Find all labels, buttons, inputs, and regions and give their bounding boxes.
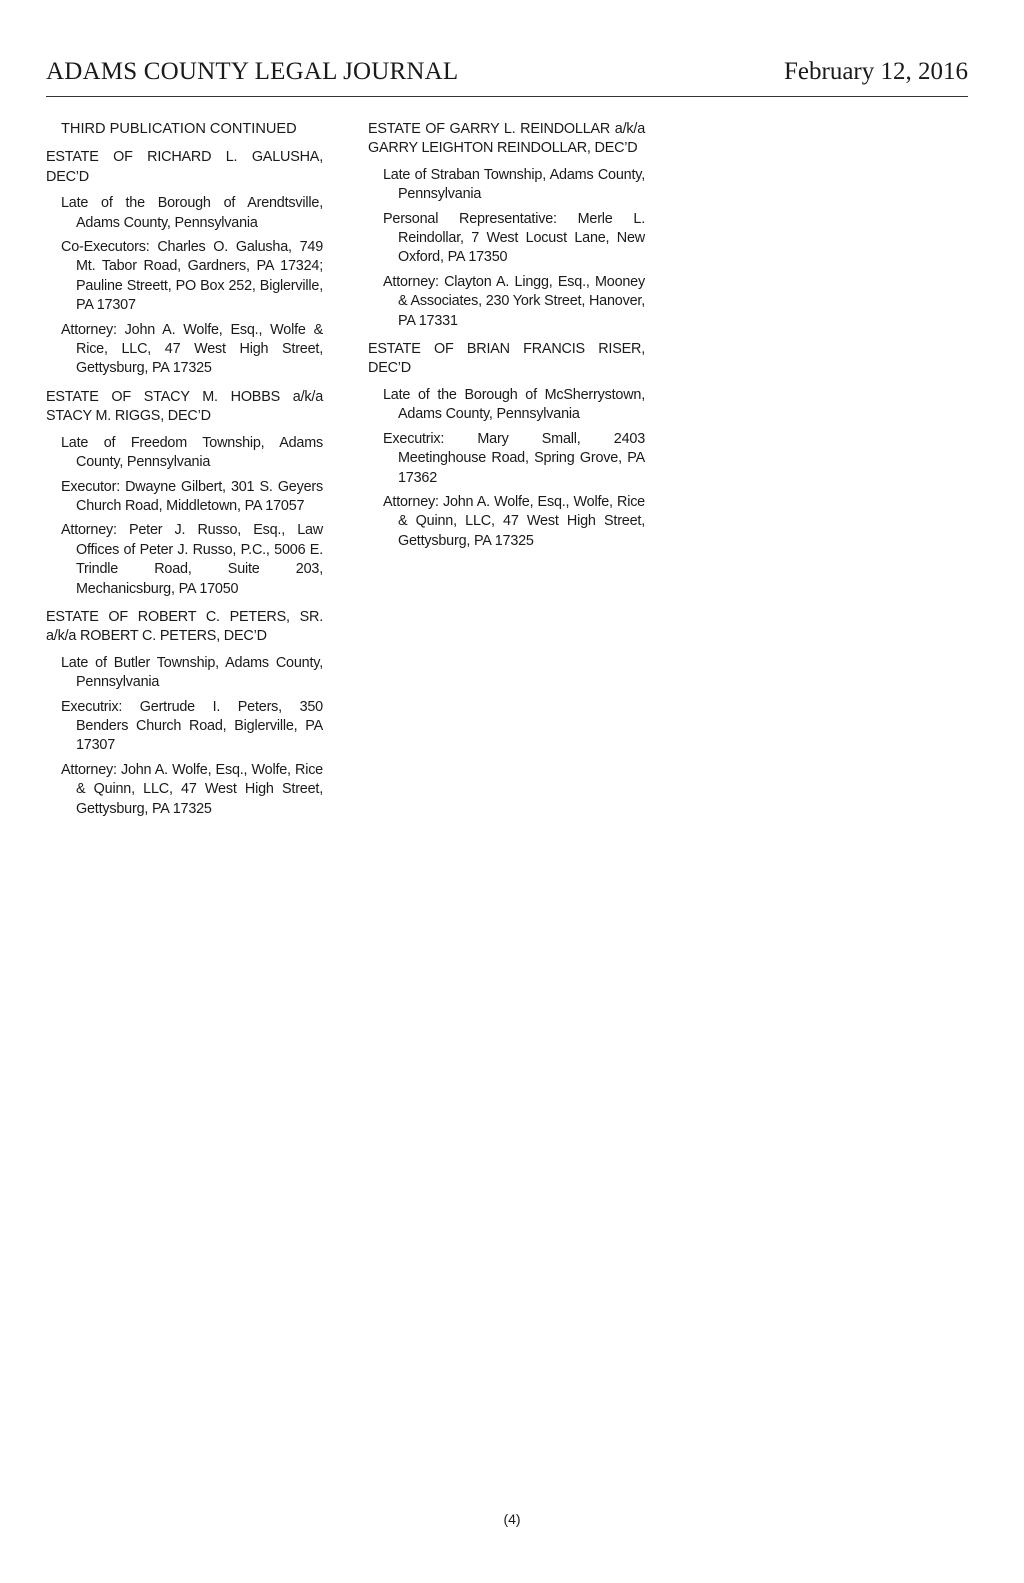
decedent-residence: Late of Straban Township, Adams County, Pennsylvania bbox=[383, 166, 645, 203]
executors-info: Co-Executors: Charles O. Galusha, 749 Mt. Tabor Road, Gardners, PA 17324; Pauline Streett, PO Box 252, Biglerville, PA 17307 bbox=[61, 239, 323, 314]
executors-info: Executrix: Mary Small, 2403 Meetinghouse Road, Spring Grove, PA 17362 bbox=[383, 430, 645, 486]
estate-notice bbox=[46, 608, 323, 819]
decedent-residence: Late of Butler Township, Adams County, Pennsylvania bbox=[61, 654, 323, 691]
attorney-info: Attorney: John A. Wolfe, Esq., Wolfe, Rice & Quinn, LLC, 47 West High Street, Gettysburg, PA 17325 bbox=[383, 493, 645, 549]
executors-info: Executrix: Gertrude I. Peters, 350 Benders Church Road, Biglerville, PA 17307 bbox=[61, 698, 323, 754]
section-heading: THIRD PUBLICATION CONTINUED bbox=[61, 121, 297, 137]
page-header bbox=[46, 58, 968, 97]
attorney-info: Attorney: Peter J. Russo, Esq., Law Offices of Peter J. Russo, P.C., 5006 E. Trindle Road, Suite 203, Mechanicsburg, PA 17050 bbox=[61, 522, 323, 597]
decedent-residence: Late of the Borough of Arendtsville, Adams County, Pennsylvania bbox=[61, 195, 323, 231]
estate-title: ESTATE OF GARRY L. REINDOLLAR a/k/a GARRY LEIGHTON REINDOLLAR, DEC’D bbox=[368, 121, 645, 157]
attorney-info: Attorney: John A. Wolfe, Esq., Wolfe, Rice & Quinn, LLC, 47 West High Street, Gettysburg, PA 17325 bbox=[61, 761, 323, 817]
decedent-residence: Late of the Borough of McSherrystown, Adams County, Pennsylvania bbox=[383, 386, 645, 423]
estate-notice bbox=[46, 148, 323, 378]
representative-info: Personal Representative: Merle L. Reindollar, 7 West Locust Lane, New Oxford, PA 17350 bbox=[383, 210, 645, 266]
page-number: (4) bbox=[503, 1511, 521, 1527]
journal-title: ADAMS COUNTY LEGAL JOURNAL bbox=[46, 58, 459, 85]
left-column bbox=[46, 120, 323, 828]
decedent-residence: Late of Freedom Township, Adams County, Pennsylvania bbox=[61, 434, 323, 471]
attorney-info: Attorney: John A. Wolfe, Esq., Wolfe & Rice, LLC, 47 West High Street, Gettysburg, PA 17325 bbox=[61, 321, 323, 377]
attorney-info: Attorney: Clayton A. Lingg, Esq., Mooney & Associates, 230 York Street, Hanover, PA 17331 bbox=[383, 273, 645, 329]
estate-notice bbox=[46, 388, 323, 599]
estate-title: ESTATE OF BRIAN FRANCIS RISER, DEC’D bbox=[368, 341, 645, 377]
estate-notice bbox=[368, 340, 645, 551]
estate-title: ESTATE OF STACY M. HOBBS a/k/a STACY M. RIGGS, DEC’D bbox=[46, 388, 323, 425]
right-column bbox=[368, 120, 645, 560]
estate-title: ESTATE OF ROBERT C. PETERS, SR. a/k/a ROBERT C. PETERS, DEC’D bbox=[46, 608, 323, 645]
issue-date: February 12, 2016 bbox=[784, 58, 968, 85]
estate-title: ESTATE OF RICHARD L. GALUSHA, DEC’D bbox=[46, 149, 323, 185]
executors-info: Executor: Dwayne Gilbert, 301 S. Geyers Church Road, Middletown, PA 17057 bbox=[61, 478, 323, 514]
estate-notice bbox=[368, 120, 645, 331]
